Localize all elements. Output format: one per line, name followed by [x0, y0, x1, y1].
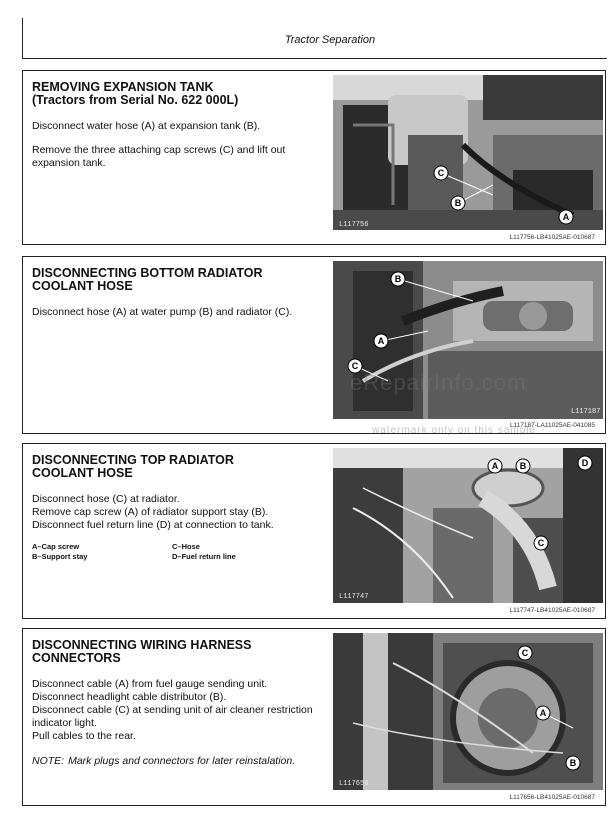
svg-text:A: A [491, 461, 499, 471]
note-label: NOTE: [32, 755, 65, 767]
instruction-step: Disconnect cable (A) from fuel gauge sending unit. [32, 678, 268, 690]
section-text [32, 81, 322, 181]
svg-text:A: A [562, 212, 570, 222]
svg-text:C: C [537, 538, 545, 548]
instruction-paragraph: Remove the three attaching cap screws (C) and lift out expansion tank. [32, 144, 286, 169]
watermark-subtext: watermark only on this sample [372, 425, 537, 436]
instruction-step: Disconnect headlight cable distributor (B). [32, 691, 227, 703]
callout-c [518, 646, 532, 660]
section-title: DISCONNECTING BOTTOM RADIATOR COOLANT HOSE [32, 266, 263, 293]
section-bottom-radiator-hose [22, 256, 606, 434]
instruction-step: Disconnect cable (C) at sending unit of air cleaner restriction indicator light. [32, 704, 313, 729]
page-header [22, 18, 607, 59]
svg-text:A: A [539, 708, 547, 718]
instruction-step: Disconnect fuel return line (D) at connection to tank. [32, 519, 274, 531]
callout-a [559, 210, 573, 224]
section-text [32, 267, 322, 330]
watermark: eRepairInfo.com [350, 370, 527, 395]
note-text: Mark plugs and connectors for later reinstalation. [68, 755, 296, 767]
figure-legend [32, 542, 322, 562]
svg-text:B: B [454, 198, 462, 208]
photo-expansion-tank [333, 75, 603, 230]
callout-a [488, 459, 502, 473]
svg-text:A: A [377, 336, 385, 346]
photo-wiring-harness [333, 633, 603, 790]
section-title: DISCONNECTING WIRING HARNESS CONNECTORS [32, 638, 252, 665]
section-text [32, 454, 322, 562]
legend-item: C–Hose [172, 542, 200, 551]
photo-tag: L117187 [571, 408, 601, 416]
section-top-radiator-hose [22, 443, 606, 619]
callout-b [566, 756, 580, 770]
instruction-paragraph: Disconnect water hose (A) at expansion tank (B). [32, 120, 261, 132]
svg-text:C: C [351, 361, 359, 371]
header-title: Tractor Separation [284, 34, 376, 46]
note [32, 755, 322, 768]
svg-text:C: C [437, 168, 445, 178]
figure-caption: L117187-LA11025AE-041085 [509, 422, 595, 429]
photo-tag: L117747 [339, 593, 369, 601]
figure-caption: L117756-LB41025AE-010687 [509, 234, 595, 241]
section-wiring-harness [22, 628, 606, 806]
instruction-step: Disconnect hose (C) at radiator. [32, 493, 180, 505]
callout-b [516, 459, 530, 473]
photo-tag: L117756 [339, 221, 369, 229]
photo-tag: L117656 [339, 780, 369, 788]
svg-text:C: C [521, 648, 529, 658]
legend-item: D–Fuel return line [172, 552, 236, 561]
instruction-step: Remove cap screw (A) of radiator support stay (B). [32, 506, 269, 518]
legend-item: A–Cap screw [32, 542, 80, 551]
callout-d [578, 456, 592, 470]
svg-text:B: B [394, 274, 402, 284]
section-removing-expansion-tank [22, 70, 606, 245]
instruction-step: Pull cables to the rear. [32, 730, 136, 742]
figure-caption: L117656-LB41025AE-010687 [509, 794, 595, 801]
legend-item: B–Support stay [32, 552, 88, 561]
svg-text:B: B [569, 758, 577, 768]
photo-top-radiator-hose [333, 448, 603, 603]
figure-caption: L117747-LB41025AE-010687 [509, 607, 595, 614]
section-text [32, 639, 322, 768]
section-title: DISCONNECTING TOP RADIATOR COOLANT HOSE [32, 453, 234, 480]
callout-c [534, 536, 548, 550]
svg-text:D: D [581, 458, 589, 468]
instruction-paragraph: Disconnect hose (A) at water pump (B) and radiator (C). [32, 306, 293, 318]
svg-text:B: B [519, 461, 527, 471]
section-title: REMOVING EXPANSION TANK (Tractors from Serial No. 622 000L) [32, 80, 239, 107]
